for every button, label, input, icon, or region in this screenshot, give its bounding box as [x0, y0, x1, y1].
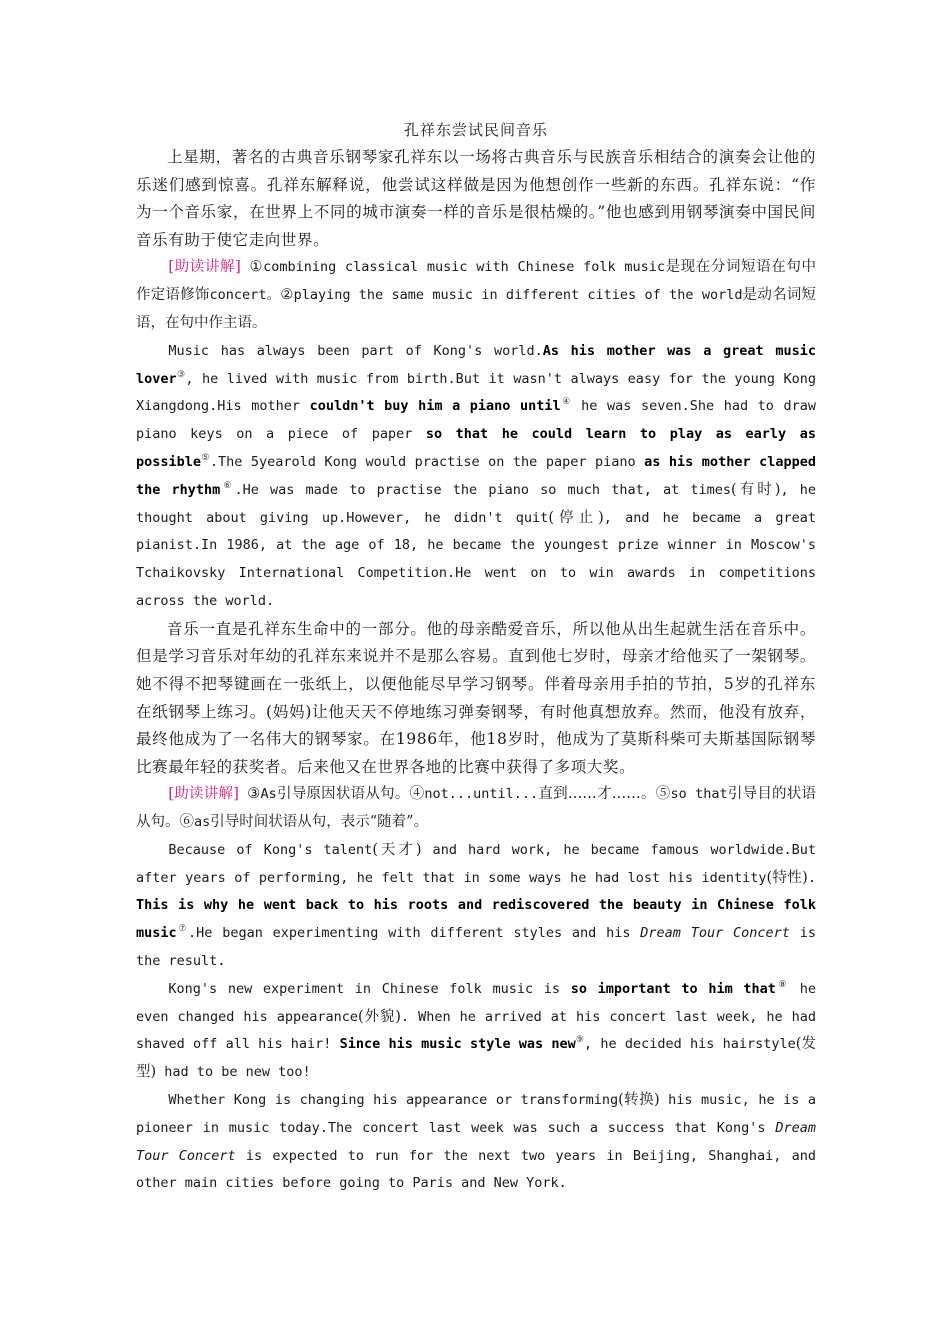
- highlighted-phrase: so that he could learn to play as early as possible: [136, 426, 816, 470]
- text-run: .He began experimenting with different styles and his: [188, 925, 641, 942]
- text-run: he was seven.She had to draw piano keys on a piece of paper: [136, 398, 816, 443]
- english-paragraph-1: [136, 338, 816, 616]
- highlighted-phrase: Since his music style was new: [339, 1036, 576, 1053]
- note-text: as: [194, 814, 211, 831]
- text-run: , and he became a great pianist.In 1986, at the age of 18, he became the youngest prize winner in Moscow's Tchaikovsky International Competition.He went on to win awards in competitions across the world.: [136, 509, 816, 609]
- page-title: 孔祥东尝试民间音乐: [403, 121, 548, 139]
- gloss: (发型): [136, 1036, 816, 1081]
- gloss: (停止): [548, 509, 604, 526]
- highlighted-phrase: This is why he went back to his roots and rediscovered the beauty in Chinese folk music: [136, 897, 816, 942]
- gloss: (有时): [731, 481, 781, 498]
- note-text: combining classical music with Chinese folk music: [263, 259, 665, 276]
- text-run: and hard work, he became famous worldwide.But after years of performing, he felt that in some ways he had lost his identity: [136, 841, 816, 886]
- highlighted-phrase: as his mother clapped the rhythm: [136, 453, 816, 498]
- text-run: .He was made to practise the piano so much that, at times: [234, 481, 732, 498]
- english-paragraph-4: [136, 1087, 816, 1198]
- note-marker: ④: [409, 786, 425, 803]
- highlighted-phrase: couldn't buy him a piano until: [309, 398, 561, 415]
- concert-name: Dream Tour Concert: [136, 1119, 816, 1164]
- note-text: 引导目的状语从句。: [136, 786, 817, 831]
- note-text: not...until...: [424, 786, 539, 803]
- chinese-paragraph-1: 上星期，著名的古典音乐钢琴家孔祥东以一场将古典音乐与民族音乐相结合的演奏会让他的乐迷们感到惊喜。孔祥东解释说，他尝试这样做是因为他想创作一些新的东西。孔祥东说：“作为一个音乐家，在世界上不同的城市演奏一样的音乐是很枯燥的。”他也感到用钢琴演奏中国民间音乐有助于使它走向世界。: [136, 148, 816, 249]
- footnote-marker: ⑤: [201, 452, 210, 463]
- english-paragraph-3: [136, 976, 816, 1087]
- note-text: 引导原因状语从句。: [276, 786, 410, 803]
- text-run: is the result.: [136, 925, 816, 970]
- reading-note-2: [136, 781, 816, 837]
- note-text: 是现在分词短语在句中作定语修饰: [136, 259, 817, 304]
- text-run: he even changed his appearance: [136, 980, 816, 1025]
- note-marker: ②: [280, 287, 294, 304]
- text-run: Music has always been part of Kong's world.: [168, 342, 543, 359]
- note-text: As: [260, 786, 277, 803]
- note-tag: [助读讲解]: [168, 786, 239, 803]
- chinese-paragraph-2: 音乐一直是孔祥东生命中的一部分。他的母亲酷爱音乐，所以他从出生起就生活在音乐中。但是学习音乐对年幼的孔祥东来说并不是那么容易。直到他七岁时，母亲才给他买了一架钢琴。她不得不把琴键画在一张纸上，以便他能尽早学习钢琴。伴着母亲用手拍的节拍，5岁的孔祥东在纸钢琴上练习。(妈妈)让他天天不停地练习弹奏钢琴，有时他真想放弃。然而，他没有放弃，最终他成为了一名伟大的钢琴家。在1986年，他18岁时，他成为了莫斯科柴可夫斯基国际钢琴比赛最年轻的获奖者。后来他又在世界各地的比赛中获得了多项大奖。: [136, 619, 816, 776]
- note-marker: ⑤: [655, 786, 671, 803]
- text-run: .The 5yearold Kong would practise on the paper piano: [209, 453, 645, 470]
- reading-note-1: [136, 254, 816, 337]
- gloss: (天才): [372, 841, 422, 858]
- highlighted-phrase: As his mother was a great music lover: [136, 342, 816, 387]
- footnote-marker: ③: [176, 369, 186, 380]
- english-paragraph-2: [136, 837, 816, 976]
- footnote-marker: ④: [560, 397, 572, 408]
- note-text: concert。: [209, 287, 281, 304]
- text-run: had to be new too!: [156, 1064, 311, 1081]
- note-marker: ③: [247, 786, 261, 803]
- gloss: (特性): [766, 869, 808, 886]
- text-run: .: [807, 869, 816, 886]
- note-text: 直到……才……。: [538, 786, 656, 803]
- concert-name: Dream Tour Concert: [640, 925, 790, 942]
- document-page: [136, 116, 816, 1198]
- gloss: (转换): [618, 1092, 660, 1109]
- highlighted-phrase: so important to him that: [570, 980, 776, 997]
- text-run: Whether Kong is changing his appearance or transforming: [168, 1092, 619, 1109]
- text-run: Because of Kong's talent: [168, 841, 373, 858]
- footnote-marker: ⑨: [575, 1035, 585, 1046]
- text-run: , he thought about giving up.However, he didn't quit: [136, 481, 816, 526]
- text-run: . When he arrived at his concert last week, he had shaved off all his hair!: [136, 1008, 816, 1053]
- footnote-marker: ⑧: [775, 979, 790, 990]
- text-run: is expected to run for the next two years in Beijing, Shanghai, and other main cities before going to Paris and New York.: [136, 1147, 816, 1192]
- note-text: 引导时间状语从句，表示“随着”。: [210, 814, 429, 831]
- note-marker: ①: [249, 259, 264, 276]
- gloss: (外貌): [358, 1008, 401, 1025]
- footnote-marker: ⑦: [176, 924, 189, 935]
- text-run: his music, he is a pioneer in music today.The concert last week was such a success that Kong's: [136, 1092, 816, 1136]
- note-text: playing the same music in different cities of the world: [293, 287, 743, 304]
- text-run: , he lived with music from birth.But it wasn't always easy for the young Kong Xiangdong.His mother: [136, 370, 816, 415]
- text-run: Kong's new experiment in Chinese folk music is: [168, 980, 571, 997]
- note-marker: ⑥: [179, 814, 194, 831]
- note-text: 是动名词短语，在句中作主语。: [136, 287, 817, 331]
- footnote-marker: ⑥: [220, 480, 235, 491]
- text-run: , he decided his hairstyle: [584, 1036, 796, 1053]
- note-tag: [助读讲解]: [168, 259, 241, 276]
- note-text: so that: [670, 786, 728, 803]
